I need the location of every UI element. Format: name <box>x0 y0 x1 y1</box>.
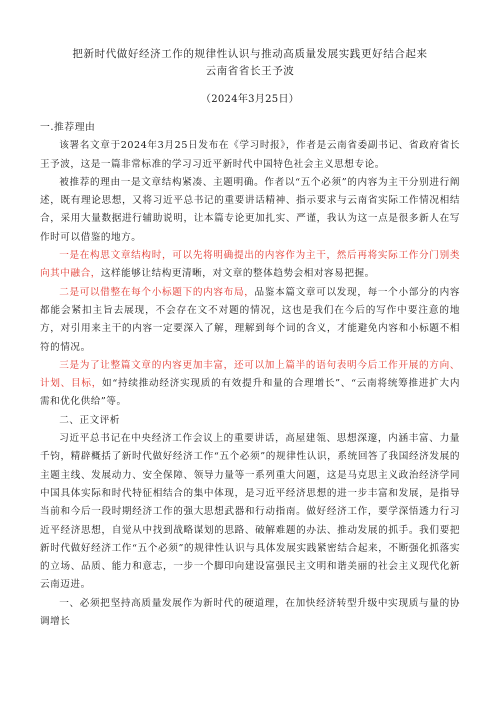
document-body <box>40 119 460 631</box>
body-text: 这样能够让结构更清晰，对文章的整体趋势会相对容易把握。 <box>100 268 375 280</box>
highlight-text: 三是为了让整篇文章的内容更加丰富，还可以加上篇半的语句表明今后工作开展的方向、计划、目标， <box>40 359 460 390</box>
paragraph <box>40 174 460 247</box>
highlight-text: 一是在构思文章结构时，可以先将明确提出的内容作为主干，然后再将实际工作分门别类向其中融合， <box>40 250 460 280</box>
document-date: （2024年3月25日） <box>200 94 300 105</box>
body-text: 被推荐的理由一是文章结构紧凑、主题明确。作者以“五个必须”的内容为主干分别进行阐述，既有理论思想，又将习近平总书记的重要讲话精神、指示要求与云南省实际工作情况相结合，采用大量数据进行辅助说明，让本篇专论更加扎实、严谨，我认为这一点是很多新人在写作时可以借鉴的地方。 <box>40 176 460 243</box>
body-text: 习近平总书记在中央经济工作会议上的重要讲话，高屋建瓴、思想深邃，内涵丰富、力量千钧，精辟概括了新时代做好经济工作“五个必须”的规律性认识，系统回答了我国经济发展的主题主线、发展动力、安全保障、领导力量等一系列重大问题，这是马克思主义政治经济学同中国具体实际和时代特征相结合的集中体现，是习近平经济思想的进一步丰富和发展，是指导当前和今后一段时期经济工作的强大思想武器和行动指南。做好经济工作，要学深悟透力行习近平经济思想，自觉从中找到战略谋划的思路、破解难题的办法、推动发展的抓手。我们要把新时代做好经济工作“五个必须”的规律性认识与具体发展实践紧密结合起来，不断强化抓落实的立场、品质、能力和意志，一步一个脚印向建设富强民主文明和谐美丽的社会主义现代化新云南迈进。 <box>40 433 460 591</box>
body-text: 品鉴本篇文章可以发现，每一个小部分的内容都能会紧扣主旨去展现，不会存在文不对题的情况，这也是我们在今后的写作中要注意的地方，对引用来主干的内容一定要深入了解，理解到每个词的含义，才能避免内容和小标题不相符的情况。 <box>40 286 461 353</box>
paragraph <box>40 137 460 174</box>
section-heading-review: 二、正文评析 <box>59 414 121 426</box>
title-line-2: 云南省省长王予波 <box>205 65 295 77</box>
body-text: 一、必须把坚持高质量发展作为新时代的硬道理，在加快经济转型升级中实现质与量的协调增长 <box>40 597 460 628</box>
title-line-1: 把新时代做好经济工作的规律性认识与推动高质量发展实践更好结合起来 <box>72 48 428 60</box>
highlight-text: 二是可以借整在每个小标题下的内容布局， <box>59 286 255 298</box>
section-heading-recommend: 一.推荐理由 <box>40 122 96 133</box>
paragraph <box>40 247 460 284</box>
paragraph <box>40 430 460 595</box>
paragraph <box>40 357 460 412</box>
paragraph <box>40 284 460 357</box>
paragraph <box>40 595 460 632</box>
body-text: 该署名文章于2024年3月25日发布在《学习时报》，作者是云南省委副书记、省政府省长王予波，这是一篇非常标准的学习习近平新时代中国特色社会主义思想专论。 <box>40 140 460 170</box>
body-text: 如“持续推动经济实现质的有效提升和量的合理增长”、“云南将统筹推进扩大内需和优化供给”等。 <box>40 378 460 408</box>
document-title <box>40 46 460 80</box>
